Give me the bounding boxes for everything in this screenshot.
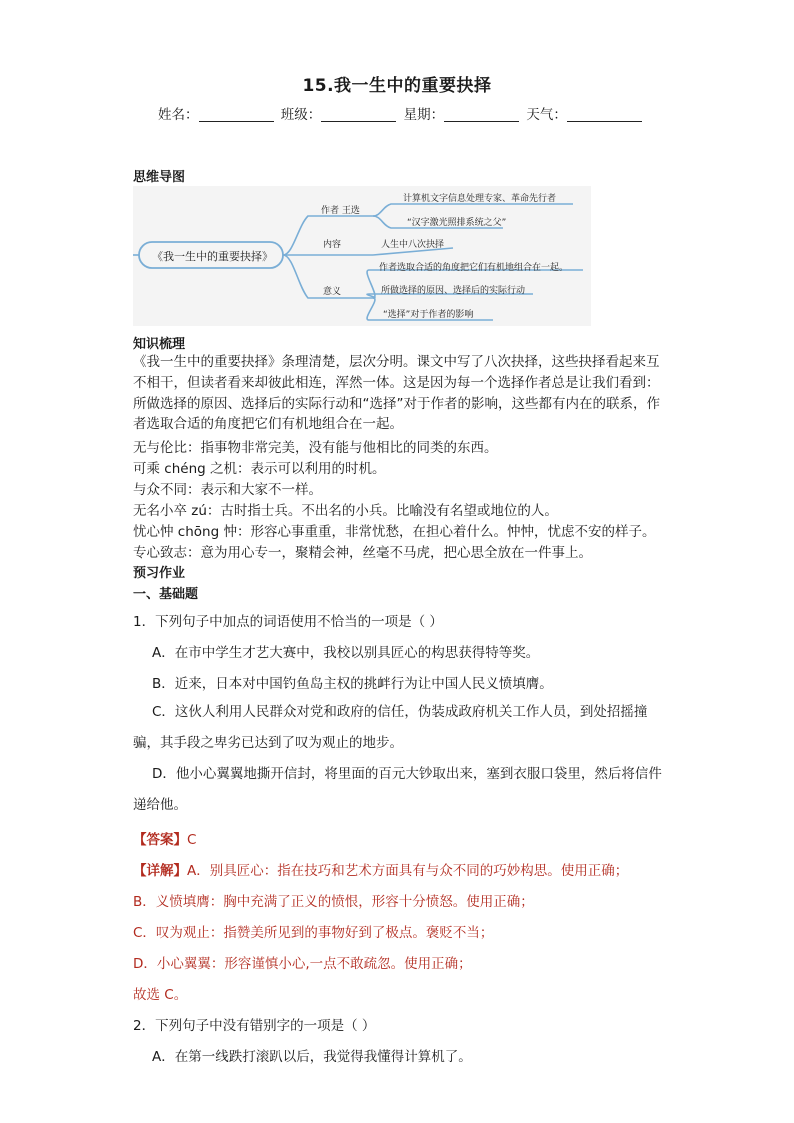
mindmap-author-1: 计算机文字信息处理专家、革命先行者 <box>403 194 557 204</box>
name-label: 姓名： <box>158 107 199 123</box>
question-1-option-a: A．在市中学生才艺大赛中，我校以别具匠心的构思获得特等奖。 <box>152 645 540 661</box>
answer-value: C <box>187 832 197 848</box>
detail-label: 【详解】 <box>133 863 187 879</box>
week-blank[interactable] <box>444 107 519 122</box>
class-label: 班级： <box>280 107 322 123</box>
question-2-stem: 2．下列句子中没有错别字的一项是（ ） <box>133 1018 376 1034</box>
question-1-answer <box>133 828 196 848</box>
vocab-item: 无名小卒 zú：古时指士兵。不出名的小兵。比喻没有名望或地位的人。 <box>133 503 558 519</box>
week-label: 星期： <box>403 107 445 123</box>
mindmap <box>133 186 591 326</box>
vocab-item: 专心致志：意为用心专一，聚精会神，丝毫不马虎，把心思全放在一件事上。 <box>133 545 592 561</box>
vocab-item: 与众不同：表示和大家不一样。 <box>133 482 322 498</box>
weather-label: 天气： <box>526 107 567 123</box>
vocab-item: 忧心忡 chōng 忡：形容心事重重，非常忧愁，在担心着什么。忡忡，忧虑不安的样子。 <box>133 524 656 540</box>
weather-blank[interactable] <box>567 107 642 122</box>
question-1-detail-a <box>133 859 628 879</box>
mindmap-meaning-2: 所做选择的原因、选择后的实际行动 <box>381 286 526 296</box>
question-1-detail-d: D．小心翼翼：形容谨慎小心,一点不敢疏忽。使用正确； <box>133 956 472 972</box>
mindmap-meaning-1: 作者选取合适的角度把它们有机地组合在一起。 <box>379 263 569 273</box>
class-blank[interactable] <box>321 107 396 122</box>
mindmap-heading: 思维导图 <box>133 170 186 185</box>
knowledge-paragraph: 《我一生中的重要抉择》条理清楚，层次分明。课文中写了八次抉择，这些抉择看起来互不相干，但读者看来却彼此相连，浑然一体。这是因为每一个选择作者总是让我们看到：所做选择的原因、选择后的实际行动和“选择”对于作者的影响，这些都有内在的联系，作者选取合适的角度把它们有机地组合在一起。 <box>133 354 660 433</box>
detail-a-text: A．别具匠心：指在技巧和艺术方面具有与众不同的巧妙构思。使用正确； <box>187 863 629 879</box>
question-1-stem: 1．下列句子中加点的词语使用不恰当的一项是（ ） <box>133 614 443 630</box>
knowledge-heading: 知识梳理 <box>133 337 186 352</box>
mindmap-branch-author: 作者 王选 <box>321 206 360 216</box>
name-blank[interactable] <box>199 107 274 122</box>
question-1-option-d: D．他小心翼翼地撕开信封，将里面的百元大钞取出来，塞到衣服口袋里，然后将信件递给他。 <box>133 766 662 813</box>
question-1-option-c: C．这伙人利用人民群众对党和政府的信任，伪装成政府机关工作人员，到处招摇撞骗，其手段之卑劣已达到了叹为观止的地步。 <box>133 704 648 751</box>
mindmap-author-2: “汉字激光照排系统之父” <box>407 218 507 228</box>
page-title: 15.我一生中的重要抉择 <box>302 76 492 96</box>
answer-label: 【答案】 <box>133 832 187 848</box>
mindmap-root: 《我一生中的重要抉择》 <box>152 250 273 263</box>
vocab-item: 无与伦比：指事物非常完美，没有能与他相比的同类的东西。 <box>133 440 498 456</box>
mindmap-branch-content: 内容 <box>323 240 342 250</box>
question-2-option-a: A．在第一线跌打滚趴以后，我觉得我懂得计算机了。 <box>152 1049 472 1065</box>
question-1-detail-c: C．叹为观止：指赞美所见到的事物好到了极点。褒贬不当； <box>133 925 494 941</box>
student-info-row <box>158 103 645 123</box>
question-1-conclusion: 故选 C。 <box>133 987 188 1003</box>
basic-heading: 一、基础题 <box>133 587 199 602</box>
mindmap-meaning-3: “选择”对于作者的影响 <box>383 310 474 320</box>
preview-heading: 预习作业 <box>133 566 186 581</box>
vocab-item: 可乘 chéng 之机：表示可以利用的时机。 <box>133 461 386 477</box>
question-1-detail-b: B．义愤填膺：胸中充满了正义的愤恨，形容十分愤怒。使用正确； <box>133 894 534 910</box>
question-1-option-b: B．近来，日本对中国钓鱼岛主权的挑衅行为让中国人民义愤填膺。 <box>152 676 553 692</box>
mindmap-content-1: 人生中八次抉择 <box>381 240 445 250</box>
mindmap-branch-meaning: 意义 <box>323 287 342 297</box>
